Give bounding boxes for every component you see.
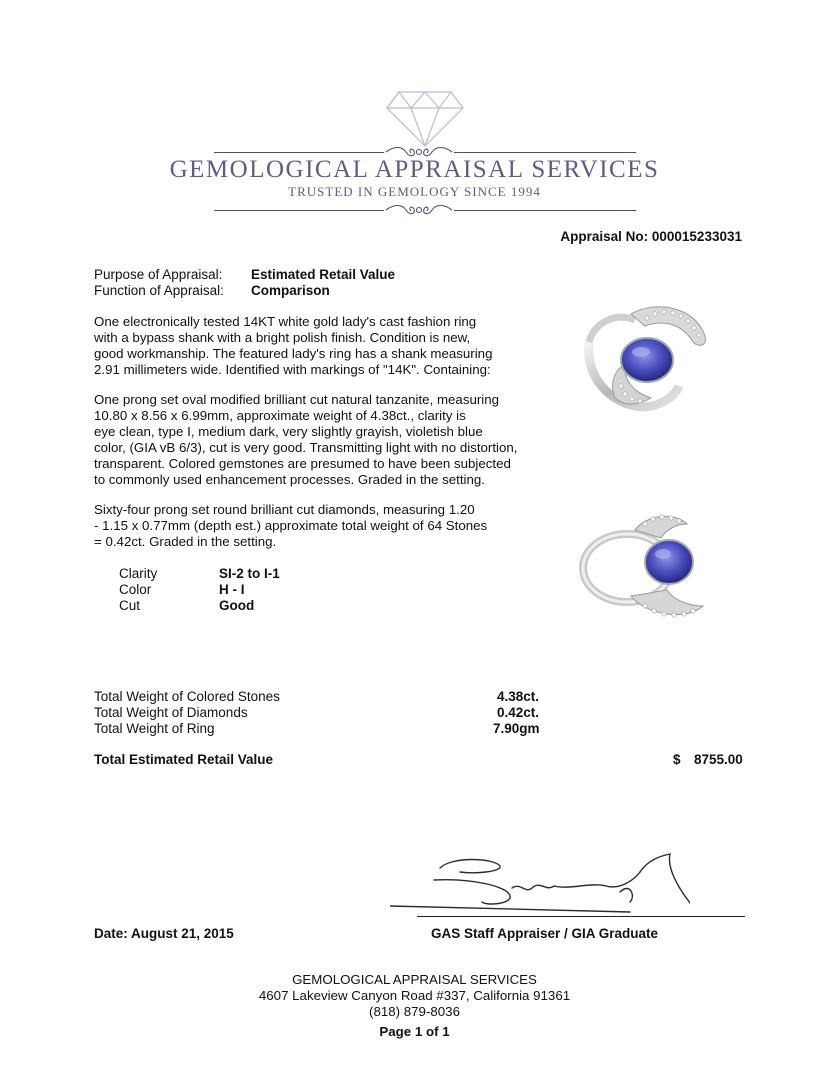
retail-value: 8755.00 (694, 752, 743, 767)
header-rule-bottom-left (214, 210, 384, 211)
diamond-description-line: = 0.42ct. Graded in the setting. (94, 534, 277, 549)
purpose-value: Estimated Retail Value (251, 267, 396, 282)
retail-currency: $ (673, 752, 681, 767)
ring-photo-bottom (575, 510, 715, 625)
footer-phone: (818) 879-8036 (369, 1004, 460, 1019)
grade-label-color: Color (119, 582, 152, 597)
tanzanite-description-line: color, (GIA vB 6/3), cut is very good. Transmitting light with no distortion, (94, 440, 518, 455)
page-number: Page 1 of 1 (379, 1024, 450, 1039)
ring-description-line: good workmanship. The featured lady's ring has a shank measuring (94, 346, 493, 361)
total-ring-weight-label: Total Weight of Ring (94, 721, 215, 736)
grade-value-cut: Good (219, 598, 255, 613)
tanzanite-description-line: transparent. Colored gemstones are presumed to have been subjected (94, 456, 511, 471)
footer-address: 4607 Lakeview Canyon Road #337, California 91361 (258, 988, 571, 1003)
total-diamonds-value: 0.42ct. (497, 705, 540, 720)
tanzanite-description (94, 392, 544, 488)
diamond-description-line: - 1.15 x 0.77mm (depth est.) approximate total weight of 64 Stones (94, 518, 488, 533)
ring-description-line: with a bypass shank with a bright polish finish. Condition is new, (94, 330, 471, 345)
footer-company: GEMOLOGICAL APPRAISAL SERVICES (292, 972, 537, 987)
header-rule-bottom-right (454, 210, 636, 211)
ornament-bottom-icon (384, 202, 454, 223)
retail-value-label: Total Estimated Retail Value (94, 752, 274, 767)
diamond-description (94, 502, 544, 550)
total-ring-weight-value: 7.90gm (493, 721, 540, 736)
tanzanite-description-line: 10.80 x 8.56 x 6.99mm, approximate weight of 4.38ct., clarity is (94, 408, 466, 423)
grade-label-cut: Cut (119, 598, 141, 613)
appraiser-title: GAS Staff Appraiser / GIA Graduate (431, 926, 659, 941)
total-colored-stones-label: Total Weight of Colored Stones (94, 689, 280, 704)
grade-value-color: H - I (219, 582, 245, 597)
ring-description (94, 314, 544, 378)
purpose-label: Purpose of Appraisal: (94, 267, 223, 282)
company-tagline: TRUSTED IN GEMOLOGY SINCE 1994 (288, 184, 541, 199)
signature-line (417, 916, 745, 917)
total-diamonds-label: Total Weight of Diamonds (94, 705, 248, 720)
appraisal-date: Date: August 21, 2015 (94, 926, 234, 941)
header-rule-top-left (214, 152, 384, 153)
function-label: Function of Appraisal: (94, 283, 224, 298)
appraisal-number: Appraisal No: 000015233031 (560, 229, 742, 244)
grade-value-clarity: SI-2 to I-1 (219, 566, 280, 581)
tanzanite-description-line: to commonly used enhancement processes. Graded in the setting. (94, 472, 485, 487)
ring-photo-top (575, 302, 715, 417)
tanzanite-description-line: One prong set oval modified brilliant cut natural tanzanite, measuring (94, 392, 500, 407)
grade-label-clarity: Clarity (119, 566, 158, 581)
ring-description-line: One electronically tested 14KT white gold lady's cast fashion ring (94, 314, 477, 329)
total-colored-stones-value: 4.38ct. (497, 689, 540, 704)
diamond-description-line: Sixty-four prong set round brilliant cut diamonds, measuring 1.20 (94, 502, 475, 517)
company-name: GEMOLOGICAL APPRAISAL SERVICES (169, 156, 660, 183)
header-rule-top-right (454, 152, 636, 153)
function-value: Comparison (251, 283, 330, 298)
tanzanite-description-line: eye clean, type I, medium dark, very slightly grayish, violetish blue (94, 424, 483, 439)
ring-description-line: 2.91 millimeters wide. Identified with markings of "14K". Containing: (94, 362, 491, 377)
